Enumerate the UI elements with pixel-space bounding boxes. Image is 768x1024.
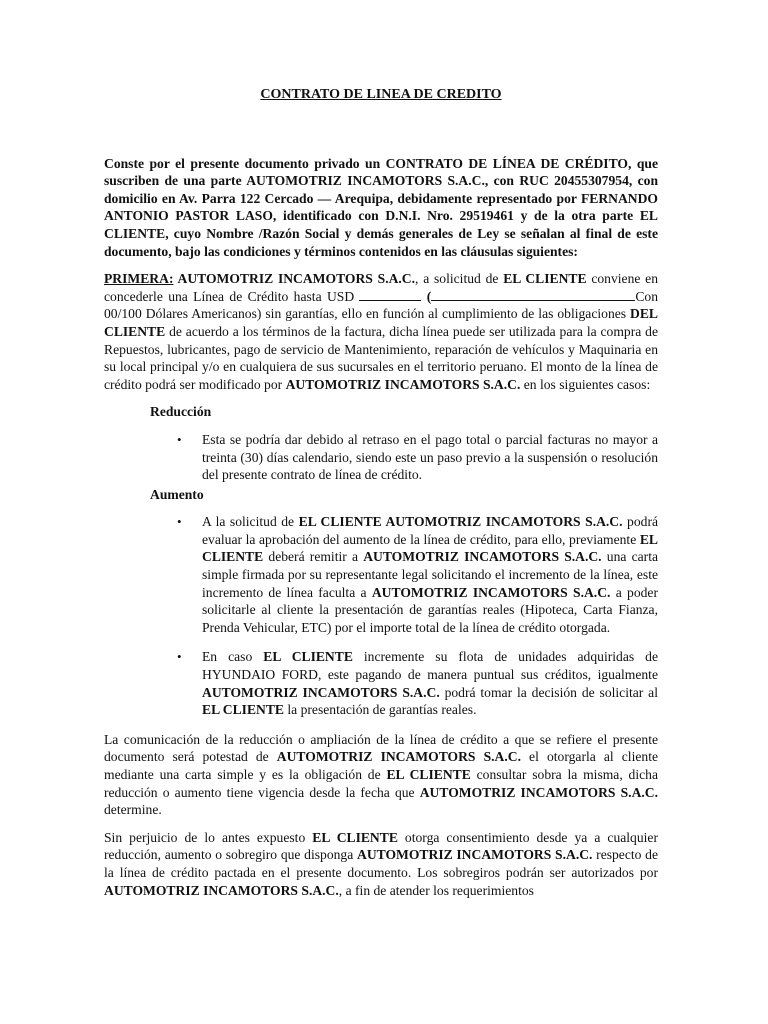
list-item: • Esta se podría dar debido al retraso en el pago total o parcial facturas no mayor a treinta (30) días calendario, siendo este un paso previo a la suspensión o resolución del presente contrato de línea de crédito. (202, 431, 658, 484)
intro-paragraph: Conste por el presente documento privado un CONTRATO DE LÍNEA DE CRÉDITO, que suscriben de una parte AUTOMOTRIZ INCAMOTORS S.A.C., con RUC 20455307954, con domicilio en Av. Parra 122 Cercado — Arequipa, debidamente representado por FERNANDO ANTONIO PASTOR LASO, identificado con D.N.I. Nro. 29519461 y de la otra parte EL CLIENTE, cuyo Nombre /Razón Social y demás generales de Ley se señalan al final de este documento, bajo las condiciones y términos contenidos en las cláusulas siguientes: (104, 155, 659, 259)
paragraph-comunicacion: La comunicación de la reducción o ampliación de la línea de crédito a que se refiere el presente documento será potestad de AUTOMOTRIZ INCAMOTORS S.A.C. el otorgarla al cliente mediante una carta simple y es la obligación de EL CLIENTE consultar sobra la misma, dicha reducción o aumento tiene vigencia desde la fecha que AUTOMOTRIZ INCAMOTORS S.A.C. determine. (104, 731, 659, 818)
section-heading-aumento: Aumento (150, 486, 204, 502)
amount-blank (359, 299, 421, 301)
list-aumento (104, 513, 658, 719)
list-reduccion (104, 431, 658, 484)
clause-primera: PRIMERA: AUTOMOTRIZ INCAMOTORS S.A.C., a solicitud de EL CLIENTE conviene en concederle una Línea de Crédito hasta USD ( Con 00/100 Dólares Americanos) sin garantías, ello en función al cumplimiento de las obligaciones DEL CLIENTE de acuerdo a los términos de la factura, dicha línea puede ser utilizada para la compra de Repuestos, lubricantes, pago de servicio de Mantenimiento, reparación de vehículos y Maquinaria en su local principal y/o en cualquiera de sus sucursales en el territorio peruano. El monto de la línea de crédito podrá ser modificado por AUTOMOTRIZ INCAMOTORS S.A.C. en los siguientes casos: (104, 271, 658, 392)
list-item: • A la solicitud de EL CLIENTE AUTOMOTRIZ INCAMOTORS S.A.C. podrá evaluar la aprobación del aumento de la línea de crédito, para ello, previamente EL CLIENTE deberá remitir a AUTOMOTRIZ INCAMOTORS S.A.C. una carta simple firmada por su representante legal solicitando el incremento de la línea, este incremento de línea faculta a AUTOMOTRIZ INCAMOTORS S.A.C. a poder solicitarle al cliente la presentación de garantías reales (Hipoteca, Carta Fianza, Prenda Vehicular, ETC) por el importe total de la línea de crédito otorgada. (202, 513, 658, 636)
amount-words-blank (431, 299, 635, 301)
section-heading-reduccion: Reducción (150, 404, 212, 420)
paragraph-perjuicio: Sin perjuicio de lo antes expuesto EL CLIENTE otorga consentimiento desde ya a cualquier reducción, aumento o sobregiro que disponga AUTOMOTRIZ INCAMOTORS S.A.C. respecto de la línea de crédito pactada en el presente documento. Los sobregiros podrán ser autorizados por AUTOMOTRIZ INCAMOTORS S.A.C., a fin de atender los requerimientos (104, 829, 659, 898)
list-item: • En caso EL CLIENTE incremente su flota de unidades adquiridas de HYUNDAIO FORD, este pagando de manera puntual sus créditos, igualmente AUTOMOTRIZ INCAMOTORS S.A.C. podrá tomar la decisión de solicitar al EL CLIENTE la presentación de garantías reales. (202, 648, 658, 718)
document-title: CONTRATO DE LINEA DE CREDITO (260, 87, 502, 102)
clause-label: PRIMERA: (104, 271, 174, 287)
